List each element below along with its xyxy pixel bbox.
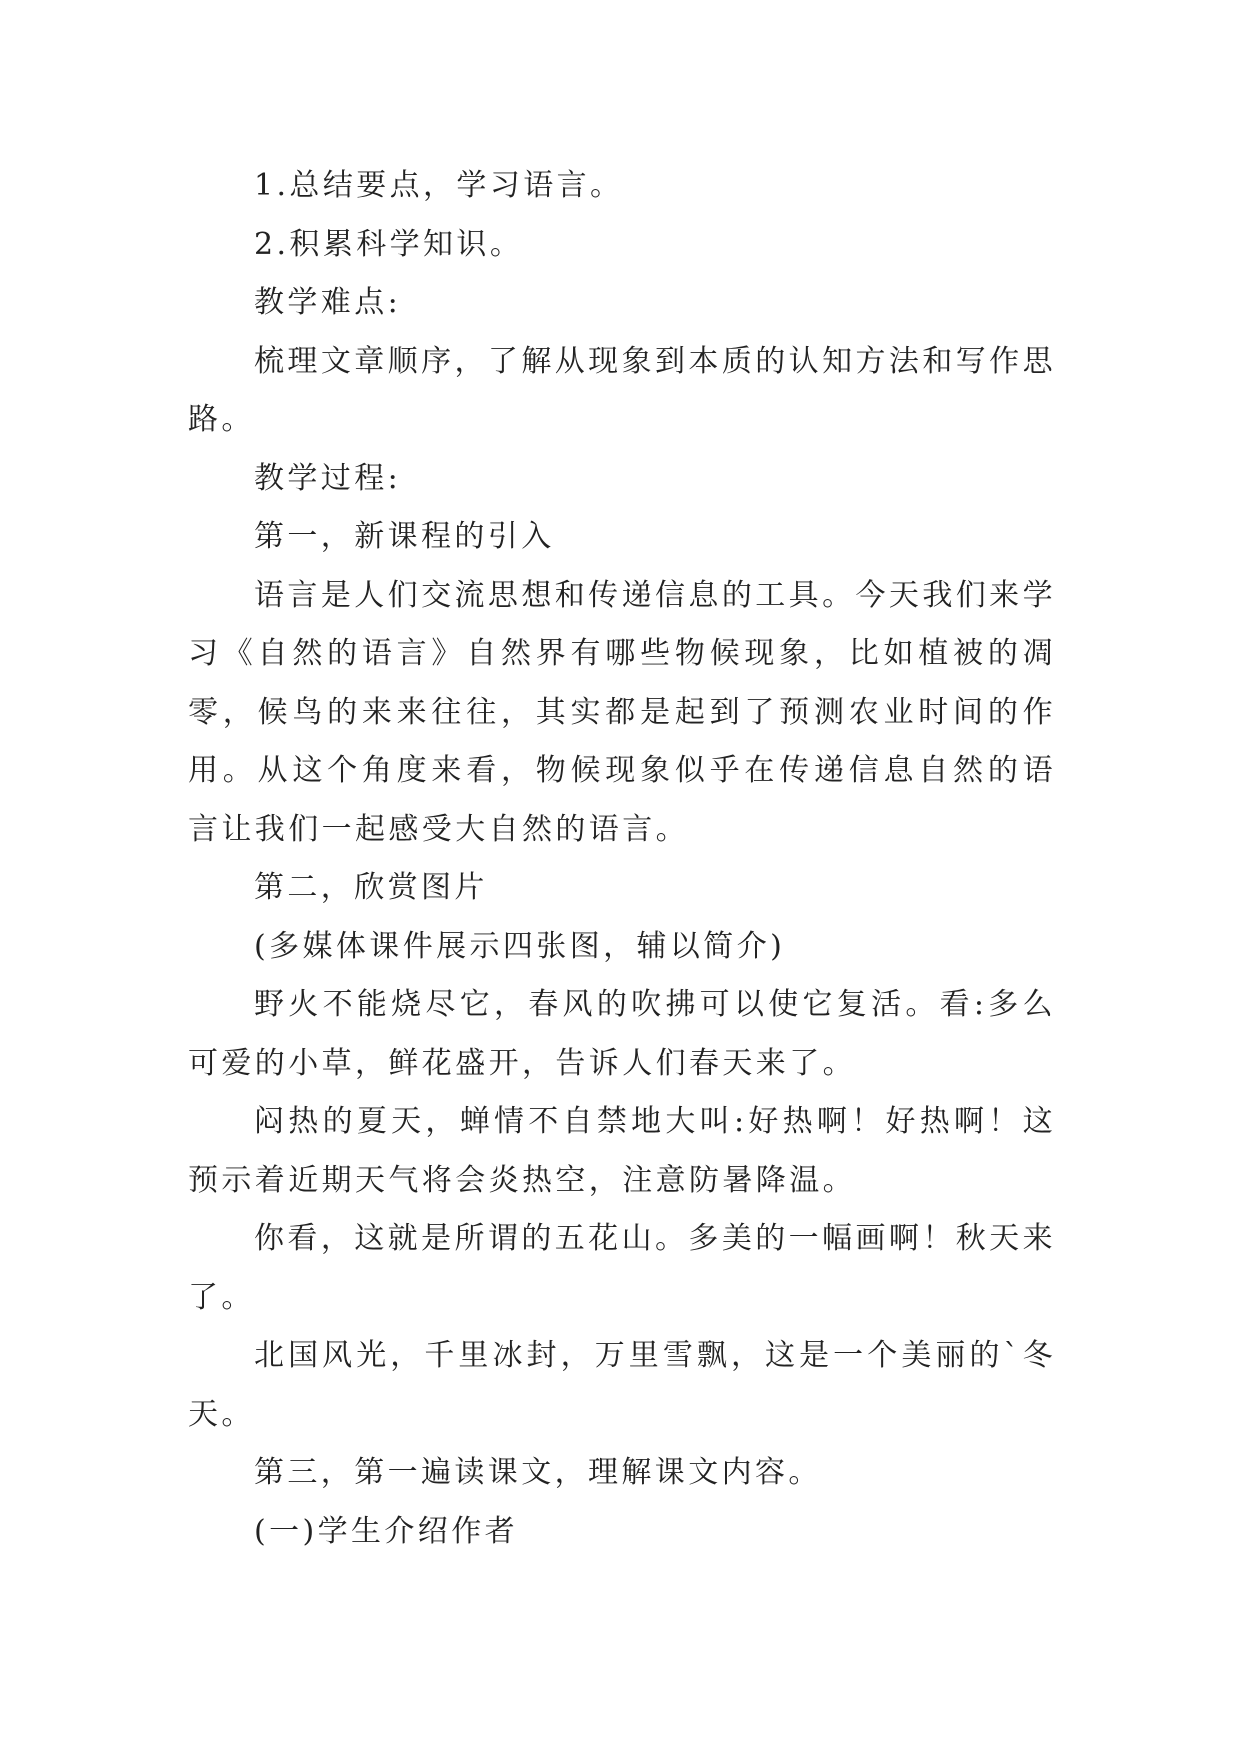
step-3-heading: 第三，第一遍读课文，理解课文内容。: [254, 1455, 822, 1490]
paragraph-winter: 北国风光，千里冰封，万里雪飘，这是一个美丽的`冬天。: [188, 1338, 1056, 1432]
sub-step-1-heading: (一)学生介绍作者: [254, 1513, 519, 1549]
paragraph-difficulty-content: 梳理文章顺序，了解从现象到本质的认知方法和写作思路。: [188, 343, 1056, 437]
document-body: [188, 157, 1056, 1561]
paragraph-1: 1.总结要点，学习语言。: [254, 168, 624, 203]
paragraph-autumn: 你看，这就是所谓的五花山。多美的一幅画啊！秋天来了。: [188, 1221, 1056, 1315]
paragraph-2: 2.积累科学知识。: [254, 226, 524, 262]
section-heading-process: 教学过程:: [254, 460, 402, 496]
paragraph-multimedia-note: (多媒体课件展示四张图，辅以简介): [254, 928, 786, 964]
paragraph-spring: 野火不能烧尽它，春风的吹拂可以使它复活。看:多么可爱的小草，鲜花盛开，告诉人们春天来了。: [188, 987, 1056, 1081]
paragraph-summer: 闷热的夏天，蝉情不自禁地大叫:好热啊！好热啊！这预示着近期天气将会炎热空，注意防暑降温。: [188, 1104, 1056, 1198]
paragraph-introduction: 语言是人们交流思想和传递信息的工具。今天我们来学习《自然的语言》自然界有哪些物候现象，比如植被的凋零，候鸟的来来往往，其实都是起到了预测农业时间的作用。从这个角度来看，物候现象似乎在传递信息自然的语言让我们一起感受大自然的语言。: [188, 577, 1056, 847]
step-1-heading: 第一，新课程的引入: [254, 519, 555, 554]
section-heading-difficulty: 教学难点:: [254, 285, 402, 320]
step-2-heading: 第二，欣赏图片: [254, 870, 488, 905]
